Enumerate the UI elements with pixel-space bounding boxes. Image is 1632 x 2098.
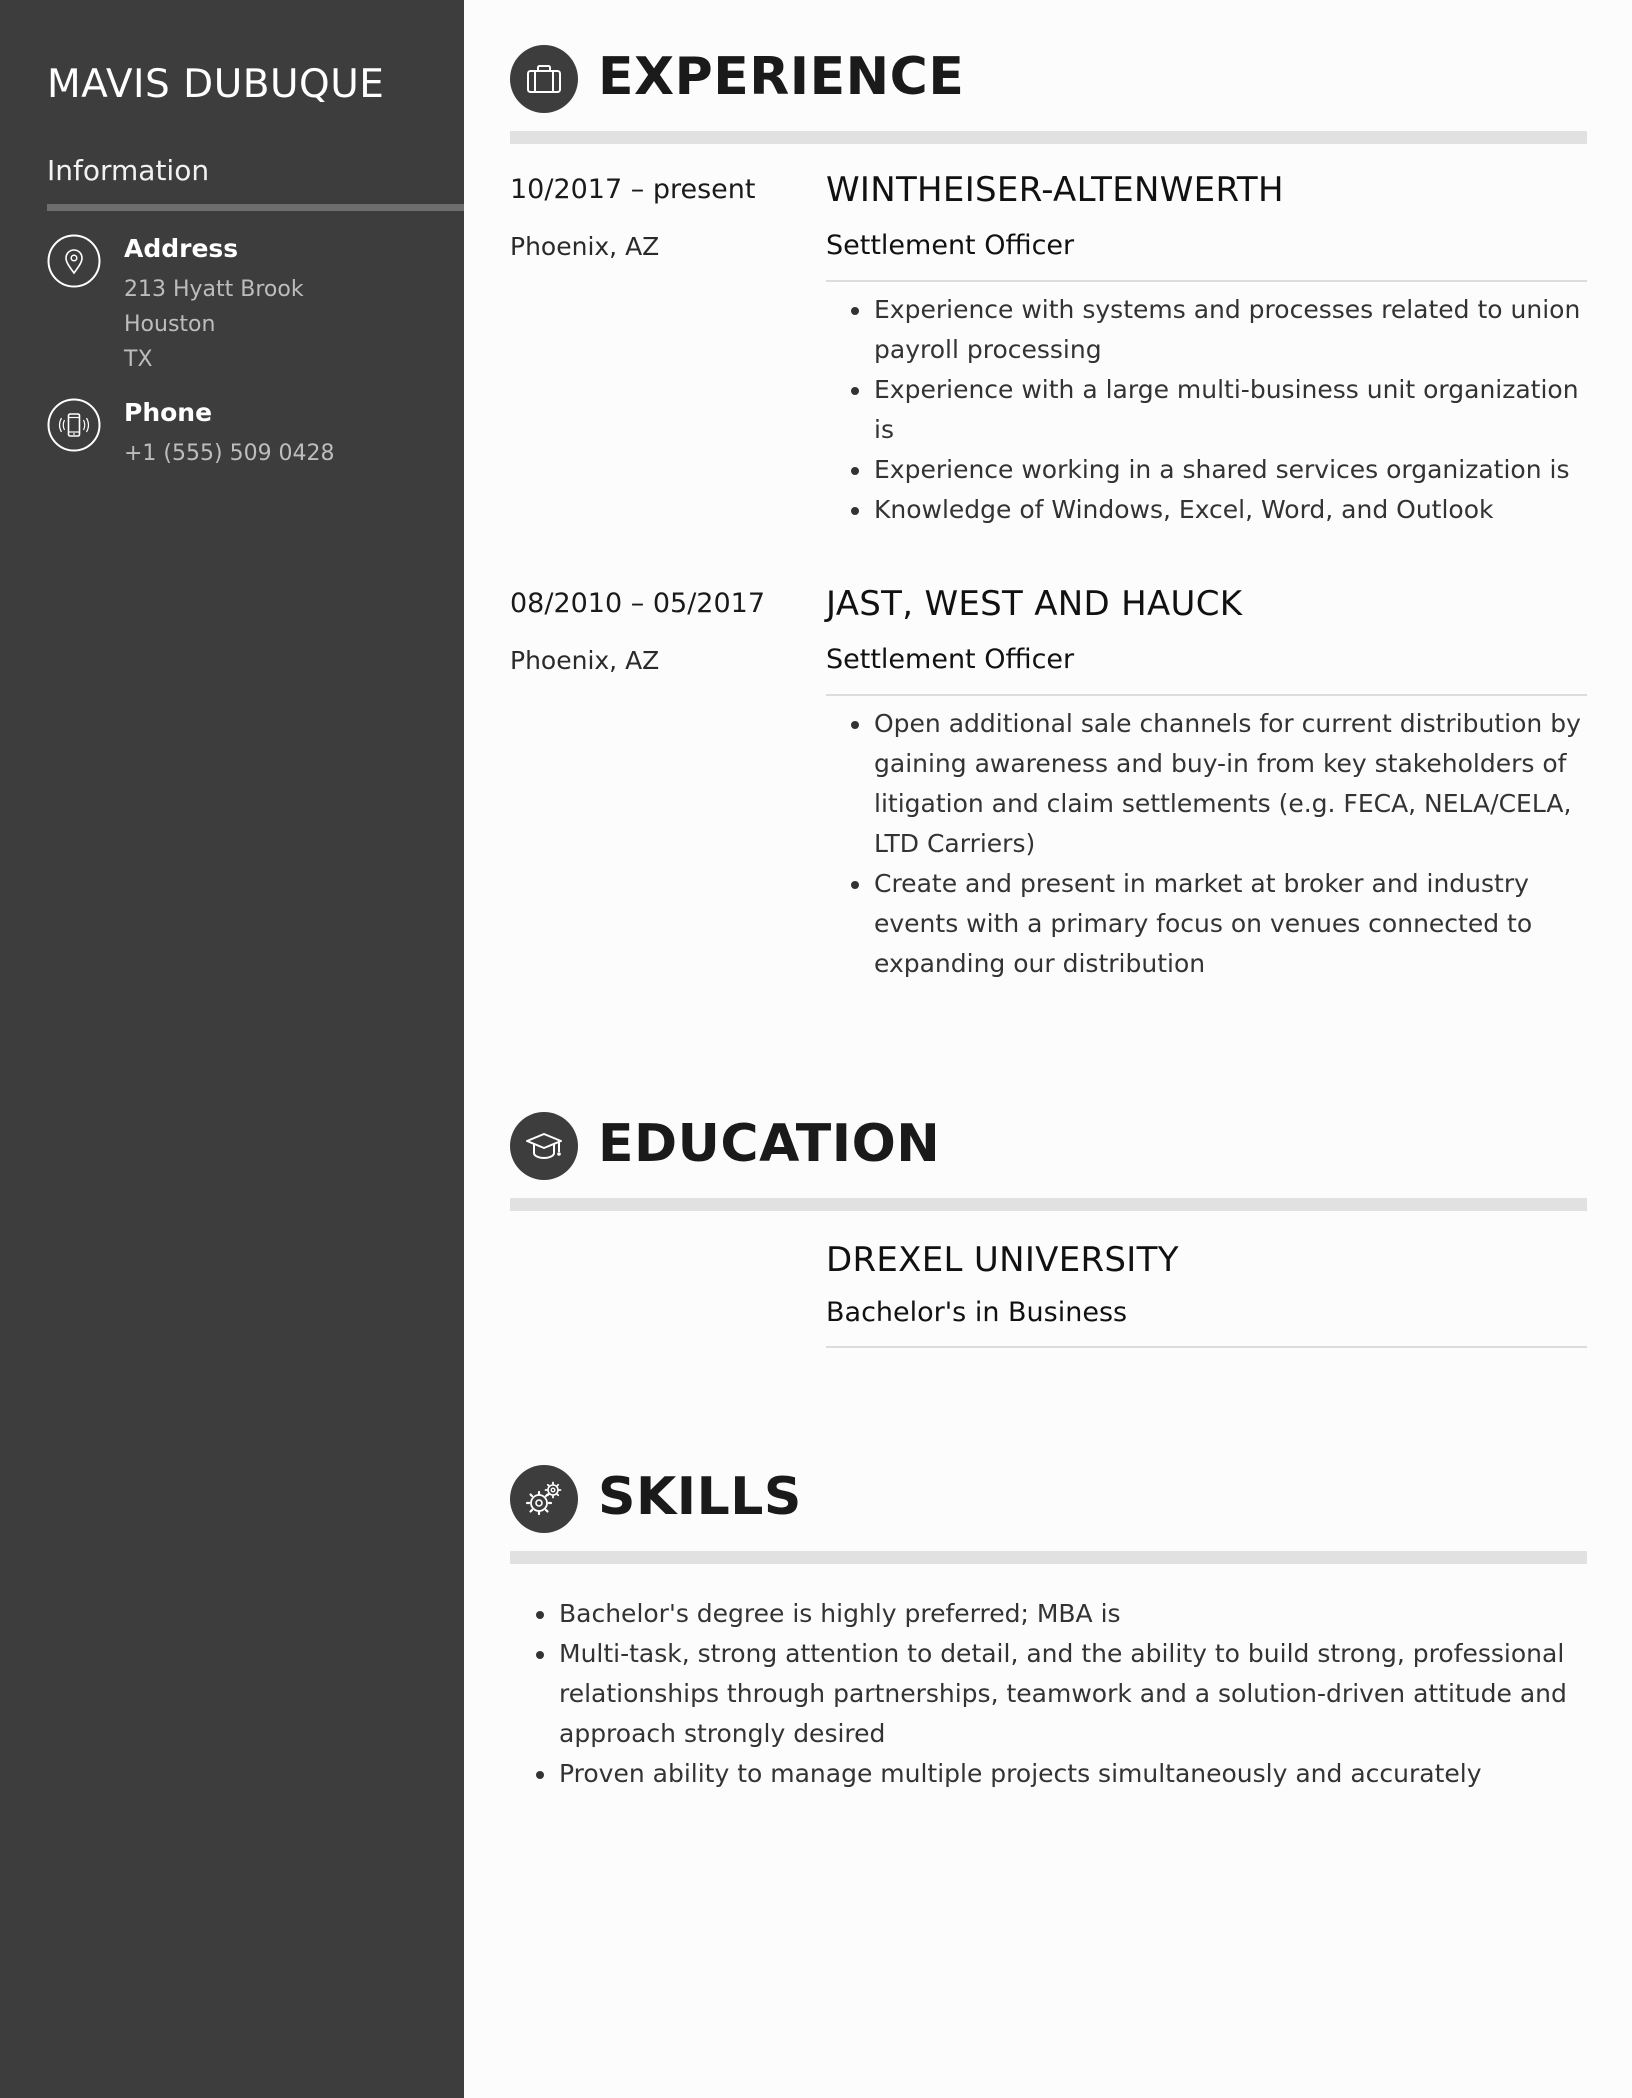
list-item: Multi-task, strong attention to detail, and the ability to build strong, professional relationships through partnerships, teamwork and a solution-driven attitude and approach strongly desired (559, 1634, 1587, 1754)
list-item: Experience with a large multi-business unit organization is (874, 370, 1587, 450)
address-line-city: Houston (124, 312, 216, 337)
job-1-company: WINTHEISER-ALTENWERTH (826, 170, 1284, 210)
list-item: Experience with systems and processes related to union payroll processing (874, 290, 1587, 370)
list-item: Experience working in a shared services organization is (874, 450, 1587, 490)
mobile-phone-icon (47, 398, 101, 452)
job-2-dates: 08/2010 – 05/2017 (510, 588, 765, 619)
job-1-role: Settlement Officer (826, 230, 1075, 261)
education-badge (510, 1112, 578, 1180)
sidebar (0, 0, 464, 2098)
list-item: Proven ability to manage multiple projects simultaneously and accurately (559, 1754, 1587, 1794)
job-2-role: Settlement Officer (826, 644, 1075, 675)
job-1-dates: 10/2017 – present (510, 174, 756, 205)
experience-badge (510, 45, 578, 113)
information-divider (47, 204, 464, 211)
job-1-bullets (874, 290, 1587, 530)
experience-title: EXPERIENCE (598, 47, 965, 107)
education-title: EDUCATION (598, 1114, 941, 1174)
phone-number: +1 (555) 509 0428 (124, 441, 335, 466)
list-item: Create and present in market at broker and industry events with a primary focus on venues connected to expanding our distribution (874, 864, 1587, 984)
address-line-state: TX (124, 347, 153, 372)
skills-badge (510, 1465, 578, 1533)
skills-divider (510, 1551, 1587, 1564)
list-item: Knowledge of Windows, Excel, Word, and Outlook (874, 490, 1587, 530)
skills-title: SKILLS (598, 1467, 802, 1527)
skills-list (559, 1594, 1587, 1794)
address-line-street: 213 Hyatt Brook (124, 277, 304, 302)
job-2-location: Phoenix, AZ (510, 646, 660, 675)
job-2-divider (826, 694, 1587, 696)
candidate-name: MAVIS DUBUQUE (47, 62, 385, 107)
graduation-cap-icon (524, 1126, 564, 1166)
job-1-divider (826, 280, 1587, 282)
school-name: DREXEL UNIVERSITY (826, 1240, 1179, 1280)
education-divider (510, 1198, 1587, 1211)
job-2-bullets (874, 704, 1587, 984)
experience-divider (510, 131, 1587, 144)
briefcase-icon (524, 59, 564, 99)
job-2-company: JAST, WEST AND HAUCK (826, 584, 1243, 624)
list-item: Open additional sale channels for current distribution by gaining awareness and buy-in from key stakeholders of litigation and claim settlements (e.g. FECA, NELA/CELA, LTD Carriers) (874, 704, 1587, 864)
list-item: Bachelor's degree is highly preferred; MBA is (559, 1594, 1587, 1634)
map-pin-icon (47, 234, 101, 288)
job-1-location: Phoenix, AZ (510, 232, 660, 261)
education-item-divider (826, 1346, 1587, 1348)
address-label: Address (124, 234, 239, 263)
phone-label: Phone (124, 398, 213, 427)
gears-icon (524, 1479, 564, 1519)
degree: Bachelor's in Business (826, 1297, 1128, 1328)
information-heading: Information (47, 154, 210, 187)
